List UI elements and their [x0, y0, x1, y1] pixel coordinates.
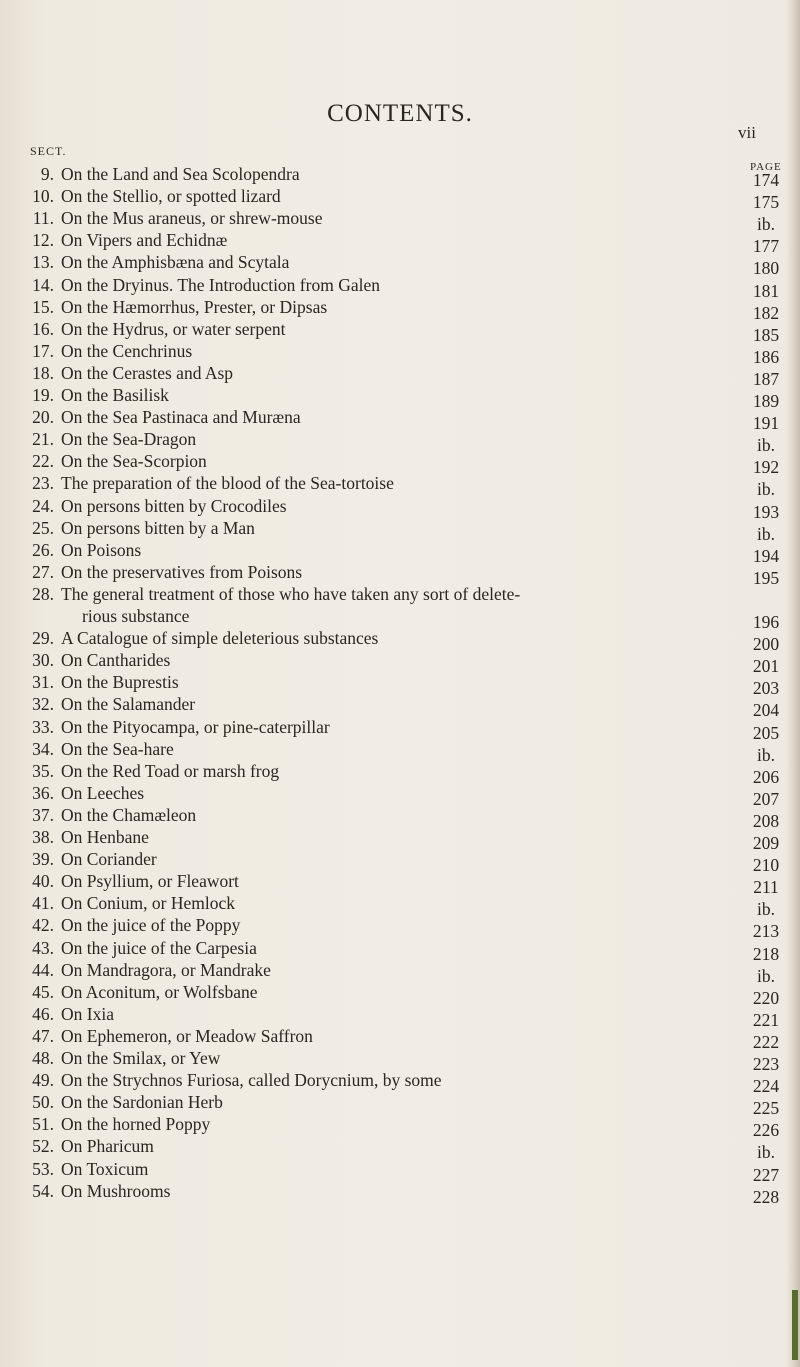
section-title: On the Sea Pastinaca and Muræna [61, 407, 301, 428]
page-reference: 207 [752, 788, 780, 809]
section-number: 24. [32, 495, 54, 516]
section-number: 31. [32, 672, 54, 693]
page-reference: 193 [752, 501, 780, 522]
section-number: 42. [32, 915, 54, 936]
page-reference: 211 [753, 877, 779, 898]
page-reference: 186 [752, 346, 780, 367]
section-number: 15. [32, 296, 54, 317]
section-number: 23. [32, 473, 54, 494]
page-reference: 228 [752, 1186, 780, 1207]
section-title: On Psyllium, or Fleawort [61, 871, 239, 892]
section-title: On the Salamander [61, 694, 196, 715]
section-title: On Vipers and Echidnæ [61, 230, 228, 251]
page-reference: 182 [752, 302, 780, 323]
section-number: 33. [32, 716, 54, 737]
section-number: 22. [32, 451, 54, 472]
section-title: On the Cenchrinus [61, 340, 193, 361]
page-reference: 187 [752, 368, 780, 389]
page-reference: ib. [757, 965, 775, 986]
page-reference: 175 [752, 192, 780, 213]
section-title: On the Smilax, or Yew [61, 1048, 221, 1068]
page-column-label: PAGE [750, 161, 782, 173]
section-title-continued: rious substance [82, 606, 190, 626]
section-title: On the Cerastes and Asp [61, 362, 234, 383]
page-reference: 205 [752, 722, 780, 743]
section-title: On Mandragora, or Mandrake [61, 959, 271, 980]
section-number: 38. [32, 827, 54, 847]
section-title: On Ixia [61, 1003, 114, 1024]
page-reference: ib. [757, 479, 775, 500]
section-title: On the juice of the Poppy [61, 915, 241, 936]
section-title: On Conium, or Hemlock [61, 893, 236, 914]
page-reference: ib. [757, 214, 775, 235]
section-title: On persons bitten by Crocodiles [61, 495, 287, 516]
page-reference: 191 [752, 413, 780, 434]
page-reference: 201 [752, 656, 780, 677]
section-number: 52. [32, 1136, 54, 1157]
page-reference: 224 [752, 1076, 780, 1097]
section-title: On Mushrooms [61, 1180, 171, 1201]
page-reference: 208 [752, 810, 780, 831]
page-reference: 194 [752, 545, 780, 566]
page-reference: 174 [752, 170, 780, 190]
page-reference: 204 [752, 700, 780, 721]
page-reference: ib. [757, 435, 775, 456]
section-title: On the Sardonian Herb [61, 1092, 223, 1113]
section-number: 30. [32, 650, 54, 671]
page-reference: 220 [752, 987, 780, 1008]
section-number: 51. [32, 1114, 54, 1135]
page-reference: 196 [752, 612, 780, 632]
contents-entry [0, 584, 800, 604]
section-number: 34. [32, 738, 54, 759]
page-number: vii [738, 123, 756, 142]
section-title: On the Sea-Scorpion [61, 451, 207, 472]
section-number: 14. [32, 274, 54, 295]
page-reference: 223 [752, 1054, 780, 1074]
section-number: 29. [32, 628, 54, 649]
section-title: On the Pityocampa, or pine-caterpillar [61, 716, 330, 737]
page-reference: 177 [752, 236, 780, 257]
section-number: 9. [40, 164, 54, 184]
section-number: 39. [32, 849, 54, 870]
page-reference: 225 [752, 1098, 780, 1119]
page-reference: 189 [752, 391, 780, 411]
section-title: On the Hæmorrhus, Prester, or Dipsas [61, 296, 328, 317]
page-reference: 192 [752, 457, 780, 478]
section-title: On the preservatives from Poisons [61, 561, 303, 582]
section-number: 46. [32, 1003, 54, 1024]
section-number: 49. [32, 1070, 54, 1091]
page-reference: 203 [752, 678, 780, 699]
section-number: 41. [32, 893, 54, 914]
section-title: On the Stellio, or spotted lizard [61, 186, 281, 207]
page-reference: 227 [752, 1164, 780, 1185]
section-number: 11. [32, 208, 54, 229]
section-number: 28. [32, 583, 54, 604]
page-reference: 226 [752, 1120, 780, 1141]
page-reference: 209 [752, 833, 780, 853]
section-title: On the juice of the Carpesia [61, 937, 257, 958]
section-title: On the Chamæleon [61, 804, 197, 825]
section-number: 17. [32, 340, 54, 361]
section-title: On the Hydrus, or water serpent [61, 318, 286, 339]
page-reference: 200 [752, 634, 780, 655]
section-number: 27. [32, 561, 54, 582]
section-title: On Cantharides [61, 650, 171, 671]
page-reference: 221 [752, 1009, 780, 1030]
section-title: On the Basilisk [61, 385, 169, 405]
section-title: On the Amphisbæna and Scytala [61, 252, 290, 273]
section-title: A Catalogue of simple deleterious substances [61, 628, 379, 649]
section-title: The general treatment of those who have taken any sort of delete- [61, 583, 521, 604]
page-reference: 218 [752, 943, 780, 964]
section-title: On Henbane [61, 827, 149, 847]
section-title: On the Sea-hare [61, 738, 174, 759]
section-title: On the Red Toad or marsh frog [61, 760, 280, 781]
page-reference: 210 [752, 855, 780, 876]
section-number: 50. [32, 1092, 54, 1113]
section-title: On the horned Poppy [61, 1114, 211, 1135]
section-number: 45. [32, 981, 54, 1002]
page-reference-row [0, 1187, 800, 1207]
section-title: On Leeches [61, 782, 145, 803]
section-number: 12. [32, 230, 54, 251]
page-reference: 213 [752, 921, 780, 942]
section-title: On Poisons [61, 539, 142, 560]
section-title: The preparation of the blood of the Sea-tortoise [61, 473, 394, 494]
page-reference: 181 [752, 280, 780, 301]
section-number: 36. [32, 782, 54, 803]
page-reference: ib. [757, 899, 775, 920]
section-title: On Pharicum [61, 1136, 154, 1157]
section-number: 20. [32, 407, 54, 428]
section-title: On the Buprestis [61, 672, 179, 693]
section-number: 37. [32, 804, 54, 825]
page-reference: 222 [752, 1031, 780, 1052]
section-title: On the Strychnos Furiosa, called Dorycnium, by some [61, 1070, 442, 1091]
section-title: On Toxicum [61, 1158, 149, 1179]
section-number: 32. [32, 694, 54, 715]
page-reference: ib. [757, 744, 775, 765]
section-number: 44. [32, 959, 54, 980]
section-title: On the Land and Sea Scolopendra [61, 164, 300, 184]
page-reference: 195 [752, 567, 780, 588]
section-title: On persons bitten by a Man [61, 517, 255, 538]
section-number: 40. [32, 871, 54, 892]
section-number: 19. [32, 385, 54, 405]
section-number: 21. [32, 429, 54, 450]
section-number: 25. [32, 517, 54, 538]
section-number: 48. [32, 1048, 54, 1068]
page-reference: 180 [752, 258, 780, 279]
section-column-label: SECT. [30, 144, 67, 158]
section-title: On the Sea-Dragon [61, 429, 197, 450]
section-number: 43. [32, 937, 54, 958]
section-number: 10. [32, 186, 54, 207]
page-reference: ib. [757, 1142, 775, 1163]
section-title: On Aconitum, or Wolfsbane [61, 981, 258, 1002]
section-number: 53. [32, 1158, 54, 1179]
page-reference: 206 [752, 766, 780, 787]
section-title: On Coriander [61, 849, 157, 870]
section-title: On the Dryinus. The Introduction from Galen [61, 274, 380, 295]
section-number: 54. [32, 1180, 54, 1201]
section-number: 18. [32, 362, 54, 383]
page-title: CONTENTS. [327, 100, 473, 127]
page-reference: ib. [757, 523, 775, 544]
section-title: On the Mus araneus, or shrew-mouse [61, 208, 323, 229]
section-number: 26. [32, 539, 54, 560]
section-number: 35. [32, 760, 54, 781]
section-number: 16. [32, 318, 54, 339]
section-number: 13. [32, 252, 54, 273]
section-title: On Ephemeron, or Meadow Saffron [61, 1025, 313, 1046]
section-number: 47. [32, 1025, 54, 1046]
page-reference: 185 [752, 324, 780, 345]
